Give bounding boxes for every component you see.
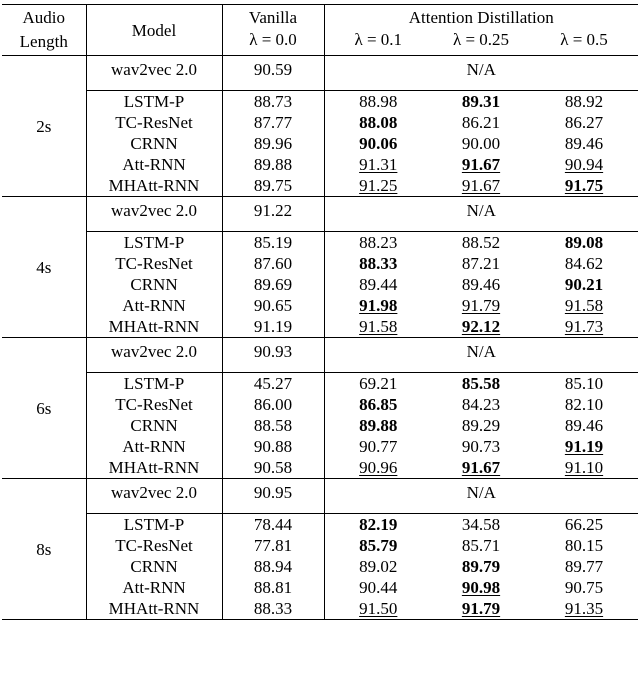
distillation-value-cell [530, 154, 638, 175]
distillation-value-cell [530, 514, 638, 536]
value-text: 91.73 [564, 317, 604, 336]
model-name-cell: LSTM-P [86, 514, 222, 536]
baseline-model-cell: wav2vec 2.0 [86, 338, 222, 365]
value-text: 91.67 [461, 458, 501, 477]
table-bottom-rule [2, 619, 638, 620]
gap-cell [86, 223, 222, 232]
value-text: 85.71 [461, 536, 501, 555]
table-row [2, 316, 638, 338]
distillation-value-cell [530, 253, 638, 274]
table-row [2, 112, 638, 133]
distillation-value-cell [432, 112, 530, 133]
value-text: 91.79 [461, 296, 501, 315]
table-row [2, 577, 638, 598]
distillation-value-cell [530, 535, 638, 556]
value-text: 86.27 [564, 113, 604, 132]
group-gap-row [2, 505, 638, 514]
value-text: 89.77 [564, 557, 604, 576]
underlined-improvement [462, 296, 500, 315]
header-lambda-0.25: λ = 0.25 [452, 30, 510, 49]
header-vanilla-lambda: λ = 0.0 [222, 29, 324, 56]
value-text: 89.46 [564, 416, 604, 435]
value-text: 90.00 [461, 134, 501, 153]
value-text: 89.88 [359, 416, 398, 435]
value-text: 85.10 [564, 374, 604, 393]
distillation-value-cell [530, 457, 638, 479]
table-row [2, 253, 638, 274]
header-vanilla: Vanilla [222, 5, 324, 30]
value-text: 90.75 [564, 578, 604, 597]
gap-cell [222, 364, 324, 373]
underlined-improvement [462, 317, 500, 336]
value-text: 89.44 [359, 275, 398, 294]
value-text: 87.21 [461, 254, 501, 273]
distillation-value-cell [432, 556, 530, 577]
distillation-value-cell [530, 232, 638, 254]
distillation-value-cell [324, 274, 432, 295]
value-text: 91.10 [564, 458, 604, 477]
distillation-value-cell [324, 373, 432, 395]
value-text: 89.79 [461, 557, 501, 576]
distillation-value-cell [324, 514, 432, 536]
underlined-improvement [359, 155, 397, 174]
baseline-vanilla-cell: 90.93 [222, 338, 324, 365]
distillation-value-cell [324, 91, 432, 113]
underlined-improvement [359, 176, 397, 195]
baseline-model-cell: wav2vec 2.0 [86, 56, 222, 83]
value-text: 88.52 [461, 233, 501, 252]
model-name-cell: Att-RNN [86, 154, 222, 175]
table-row [2, 514, 638, 536]
value-text: 91.19 [564, 437, 604, 456]
table-row [2, 394, 638, 415]
vanilla-value-cell: 90.65 [222, 295, 324, 316]
value-text: 89.31 [461, 92, 501, 111]
audio-length-cell: 2s [2, 56, 86, 197]
distillation-value-cell [324, 295, 432, 316]
gap-cell [324, 82, 638, 91]
baseline-na-cell: N/A [324, 479, 638, 506]
value-text: 82.19 [359, 515, 398, 534]
model-name-cell: Att-RNN [86, 295, 222, 316]
value-text: 89.02 [359, 557, 398, 576]
value-text: 90.73 [461, 437, 501, 456]
baseline-row [2, 338, 638, 365]
gap-cell [324, 505, 638, 514]
distillation-value-cell [324, 415, 432, 436]
distillation-value-cell [432, 154, 530, 175]
table-row [2, 556, 638, 577]
table-body [2, 56, 638, 620]
table-row [2, 598, 638, 619]
value-text: 90.77 [359, 437, 398, 456]
distillation-value-cell [432, 598, 530, 619]
vanilla-value-cell: 90.88 [222, 436, 324, 457]
bold-best-value [359, 134, 397, 153]
value-text: 91.35 [564, 599, 604, 618]
group-gap-row [2, 364, 638, 373]
value-text: 91.75 [564, 176, 604, 195]
distillation-value-cell [324, 457, 432, 479]
bold-best-value [359, 254, 397, 273]
baseline-row [2, 479, 638, 506]
header-lambda-0.1: λ = 0.1 [324, 29, 432, 56]
bold-best-value [359, 296, 397, 315]
bold-best-value [359, 113, 397, 132]
vanilla-value-cell: 88.94 [222, 556, 324, 577]
model-name-cell: LSTM-P [86, 91, 222, 113]
value-text: 89.29 [461, 416, 501, 435]
distillation-value-cell [530, 112, 638, 133]
model-name-cell: CRNN [86, 556, 222, 577]
value-text: 34.58 [461, 515, 501, 534]
bold-best-value [565, 176, 603, 195]
distillation-value-cell [530, 175, 638, 197]
gap-cell [222, 505, 324, 514]
table-row [2, 91, 638, 113]
model-name-cell: MHAtt-RNN [86, 316, 222, 338]
bold-best-value [359, 395, 397, 414]
distillation-value-cell [432, 91, 530, 113]
table-row [2, 457, 638, 479]
table-row [2, 373, 638, 395]
distillation-value-cell [432, 373, 530, 395]
distillation-value-cell [432, 316, 530, 338]
vanilla-value-cell: 88.33 [222, 598, 324, 619]
value-text: 91.98 [359, 296, 398, 315]
underlined-improvement [462, 176, 500, 195]
vanilla-value-cell: 88.73 [222, 91, 324, 113]
distillation-value-cell [432, 577, 530, 598]
model-name-cell: MHAtt-RNN [86, 598, 222, 619]
gap-cell [324, 364, 638, 373]
results-table [2, 4, 638, 619]
vanilla-value-cell: 89.69 [222, 274, 324, 295]
header-lambda-0.5: λ = 0.5 [560, 30, 608, 49]
audio-length-cell: 4s [2, 197, 86, 338]
distillation-value-cell [530, 436, 638, 457]
distillation-value-cell [530, 394, 638, 415]
bold-best-value [565, 233, 603, 252]
distillation-value-cell [324, 556, 432, 577]
header-audio-length [2, 5, 86, 56]
bold-best-value [359, 536, 397, 555]
header-audio-length-text: Audio Length [19, 8, 68, 51]
value-text: 89.08 [564, 233, 604, 252]
header-attention-distillation: Attention Distillation [324, 5, 638, 30]
value-text: 92.12 [461, 317, 501, 336]
audio-length-cell: 8s [2, 479, 86, 620]
table-row [2, 175, 638, 197]
distillation-value-cell [530, 274, 638, 295]
bold-best-value [462, 155, 500, 174]
gap-cell [324, 223, 638, 232]
value-text: 85.79 [359, 536, 398, 555]
value-text: 90.21 [564, 275, 604, 294]
underlined-improvement [565, 296, 603, 315]
baseline-row [2, 197, 638, 224]
distillation-value-cell [324, 133, 432, 154]
value-text: 91.25 [359, 176, 398, 195]
distillation-value-cell [432, 133, 530, 154]
gap-cell [86, 364, 222, 373]
value-text: 91.79 [461, 599, 501, 618]
bold-best-value [462, 458, 500, 477]
distillation-value-cell [432, 535, 530, 556]
model-name-cell: Att-RNN [86, 577, 222, 598]
distillation-value-cell [432, 436, 530, 457]
value-text: 69.21 [359, 374, 398, 393]
group-gap-row [2, 223, 638, 232]
value-text: 88.33 [359, 254, 398, 273]
bold-best-value [565, 437, 603, 456]
distillation-value-cell [324, 253, 432, 274]
audio-length-cell: 6s [2, 338, 86, 479]
value-text: 91.31 [359, 155, 398, 174]
distillation-value-cell [530, 556, 638, 577]
vanilla-value-cell: 89.88 [222, 154, 324, 175]
distillation-value-cell [324, 535, 432, 556]
distillation-value-cell [432, 415, 530, 436]
underlined-improvement [359, 599, 397, 618]
vanilla-value-cell: 87.60 [222, 253, 324, 274]
vanilla-value-cell: 85.19 [222, 232, 324, 254]
underlined-improvement [565, 599, 603, 618]
baseline-na-cell: N/A [324, 56, 638, 83]
model-name-cell: LSTM-P [86, 232, 222, 254]
value-text: 91.67 [461, 176, 501, 195]
distillation-value-cell [530, 598, 638, 619]
value-text: 91.50 [359, 599, 398, 618]
vanilla-value-cell: 87.77 [222, 112, 324, 133]
baseline-na-cell: N/A [324, 338, 638, 365]
gap-cell [86, 82, 222, 91]
table-row [2, 295, 638, 316]
underlined-improvement [359, 317, 397, 336]
model-name-cell: MHAtt-RNN [86, 175, 222, 197]
underlined-improvement [462, 599, 500, 618]
bold-best-value [359, 515, 397, 534]
distillation-value-cell [432, 253, 530, 274]
distillation-value-cell [324, 112, 432, 133]
bold-best-value [359, 416, 397, 435]
baseline-row [2, 56, 638, 83]
vanilla-value-cell: 90.58 [222, 457, 324, 479]
vanilla-value-cell: 45.27 [222, 373, 324, 395]
distillation-value-cell [324, 175, 432, 197]
vanilla-value-cell: 89.75 [222, 175, 324, 197]
bold-best-value [462, 599, 500, 618]
vanilla-value-cell: 86.00 [222, 394, 324, 415]
value-text: 90.96 [359, 458, 398, 477]
baseline-na-cell: N/A [324, 197, 638, 224]
table-row [2, 154, 638, 175]
value-text: 89.46 [564, 134, 604, 153]
underlined-improvement [359, 296, 397, 315]
baseline-vanilla-cell: 90.59 [222, 56, 324, 83]
table-row [2, 415, 638, 436]
value-text: 86.21 [461, 113, 501, 132]
model-name-cell: CRNN [86, 274, 222, 295]
baseline-model-cell: wav2vec 2.0 [86, 197, 222, 224]
vanilla-value-cell: 91.19 [222, 316, 324, 338]
model-name-cell: CRNN [86, 415, 222, 436]
bold-best-value [462, 557, 500, 576]
table-row [2, 232, 638, 254]
value-text: 90.94 [564, 155, 604, 174]
gap-cell [86, 505, 222, 514]
distillation-value-cell [530, 91, 638, 113]
value-text: 88.98 [359, 92, 398, 111]
distillation-value-cell [530, 415, 638, 436]
value-text: 84.62 [564, 254, 604, 273]
distillation-value-cell [432, 295, 530, 316]
baseline-vanilla-cell: 91.22 [222, 197, 324, 224]
value-text: 82.10 [564, 395, 604, 414]
underlined-improvement [462, 155, 500, 174]
table-header [2, 5, 638, 56]
model-name-cell: TC-ResNet [86, 112, 222, 133]
distillation-value-cell [530, 577, 638, 598]
underlined-improvement [565, 317, 603, 336]
value-text: 85.58 [461, 374, 501, 393]
distillation-value-cell [432, 175, 530, 197]
underlined-improvement [565, 458, 603, 477]
distillation-value-cell [530, 316, 638, 338]
distillation-value-cell [324, 154, 432, 175]
distillation-value-cell [432, 232, 530, 254]
value-text: 86.85 [359, 395, 398, 414]
value-text: 90.44 [359, 578, 398, 597]
distillation-value-cell [324, 436, 432, 457]
value-text: 91.58 [359, 317, 398, 336]
distillation-value-cell [324, 577, 432, 598]
bold-best-value [462, 92, 500, 111]
group-gap-row [2, 82, 638, 91]
distillation-value-cell [432, 457, 530, 479]
gap-cell [222, 223, 324, 232]
vanilla-value-cell: 77.81 [222, 535, 324, 556]
underlined-improvement [462, 578, 500, 597]
vanilla-value-cell: 88.81 [222, 577, 324, 598]
bold-best-value [565, 275, 603, 294]
table-row [2, 535, 638, 556]
vanilla-value-cell: 78.44 [222, 514, 324, 536]
underlined-improvement [462, 458, 500, 477]
value-text: 90.98 [461, 578, 501, 597]
underlined-improvement [565, 437, 603, 456]
bold-best-value [462, 374, 500, 393]
distillation-value-cell [530, 133, 638, 154]
distillation-value-cell [324, 316, 432, 338]
value-text: 88.23 [359, 233, 398, 252]
value-text: 66.25 [564, 515, 604, 534]
value-text: 91.58 [564, 296, 604, 315]
model-name-cell: MHAtt-RNN [86, 457, 222, 479]
distillation-value-cell [432, 274, 530, 295]
value-text: 89.46 [461, 275, 501, 294]
header-model: Model [86, 5, 222, 56]
model-name-cell: CRNN [86, 133, 222, 154]
distillation-value-cell [324, 394, 432, 415]
underlined-improvement [359, 458, 397, 477]
distillation-value-cell [530, 295, 638, 316]
model-name-cell: LSTM-P [86, 373, 222, 395]
value-text: 88.92 [564, 92, 604, 111]
underlined-improvement [565, 176, 603, 195]
distillation-value-cell [324, 232, 432, 254]
baseline-vanilla-cell: 90.95 [222, 479, 324, 506]
value-text: 88.08 [359, 113, 398, 132]
value-text: 90.06 [359, 134, 398, 153]
table-row [2, 133, 638, 154]
underlined-improvement [565, 155, 603, 174]
value-text: 84.23 [461, 395, 501, 414]
bold-best-value [462, 578, 500, 597]
table-row [2, 274, 638, 295]
vanilla-value-cell: 88.58 [222, 415, 324, 436]
distillation-value-cell [324, 598, 432, 619]
distillation-value-cell [432, 394, 530, 415]
model-name-cell: Att-RNN [86, 436, 222, 457]
vanilla-value-cell: 89.96 [222, 133, 324, 154]
bold-best-value [462, 317, 500, 336]
model-name-cell: TC-ResNet [86, 253, 222, 274]
distillation-value-cell [530, 373, 638, 395]
value-text: 80.15 [564, 536, 604, 555]
model-name-cell: TC-ResNet [86, 535, 222, 556]
value-text: 91.67 [461, 155, 501, 174]
model-name-cell: TC-ResNet [86, 394, 222, 415]
distillation-value-cell [432, 514, 530, 536]
table-row [2, 436, 638, 457]
baseline-model-cell: wav2vec 2.0 [86, 479, 222, 506]
gap-cell [222, 82, 324, 91]
